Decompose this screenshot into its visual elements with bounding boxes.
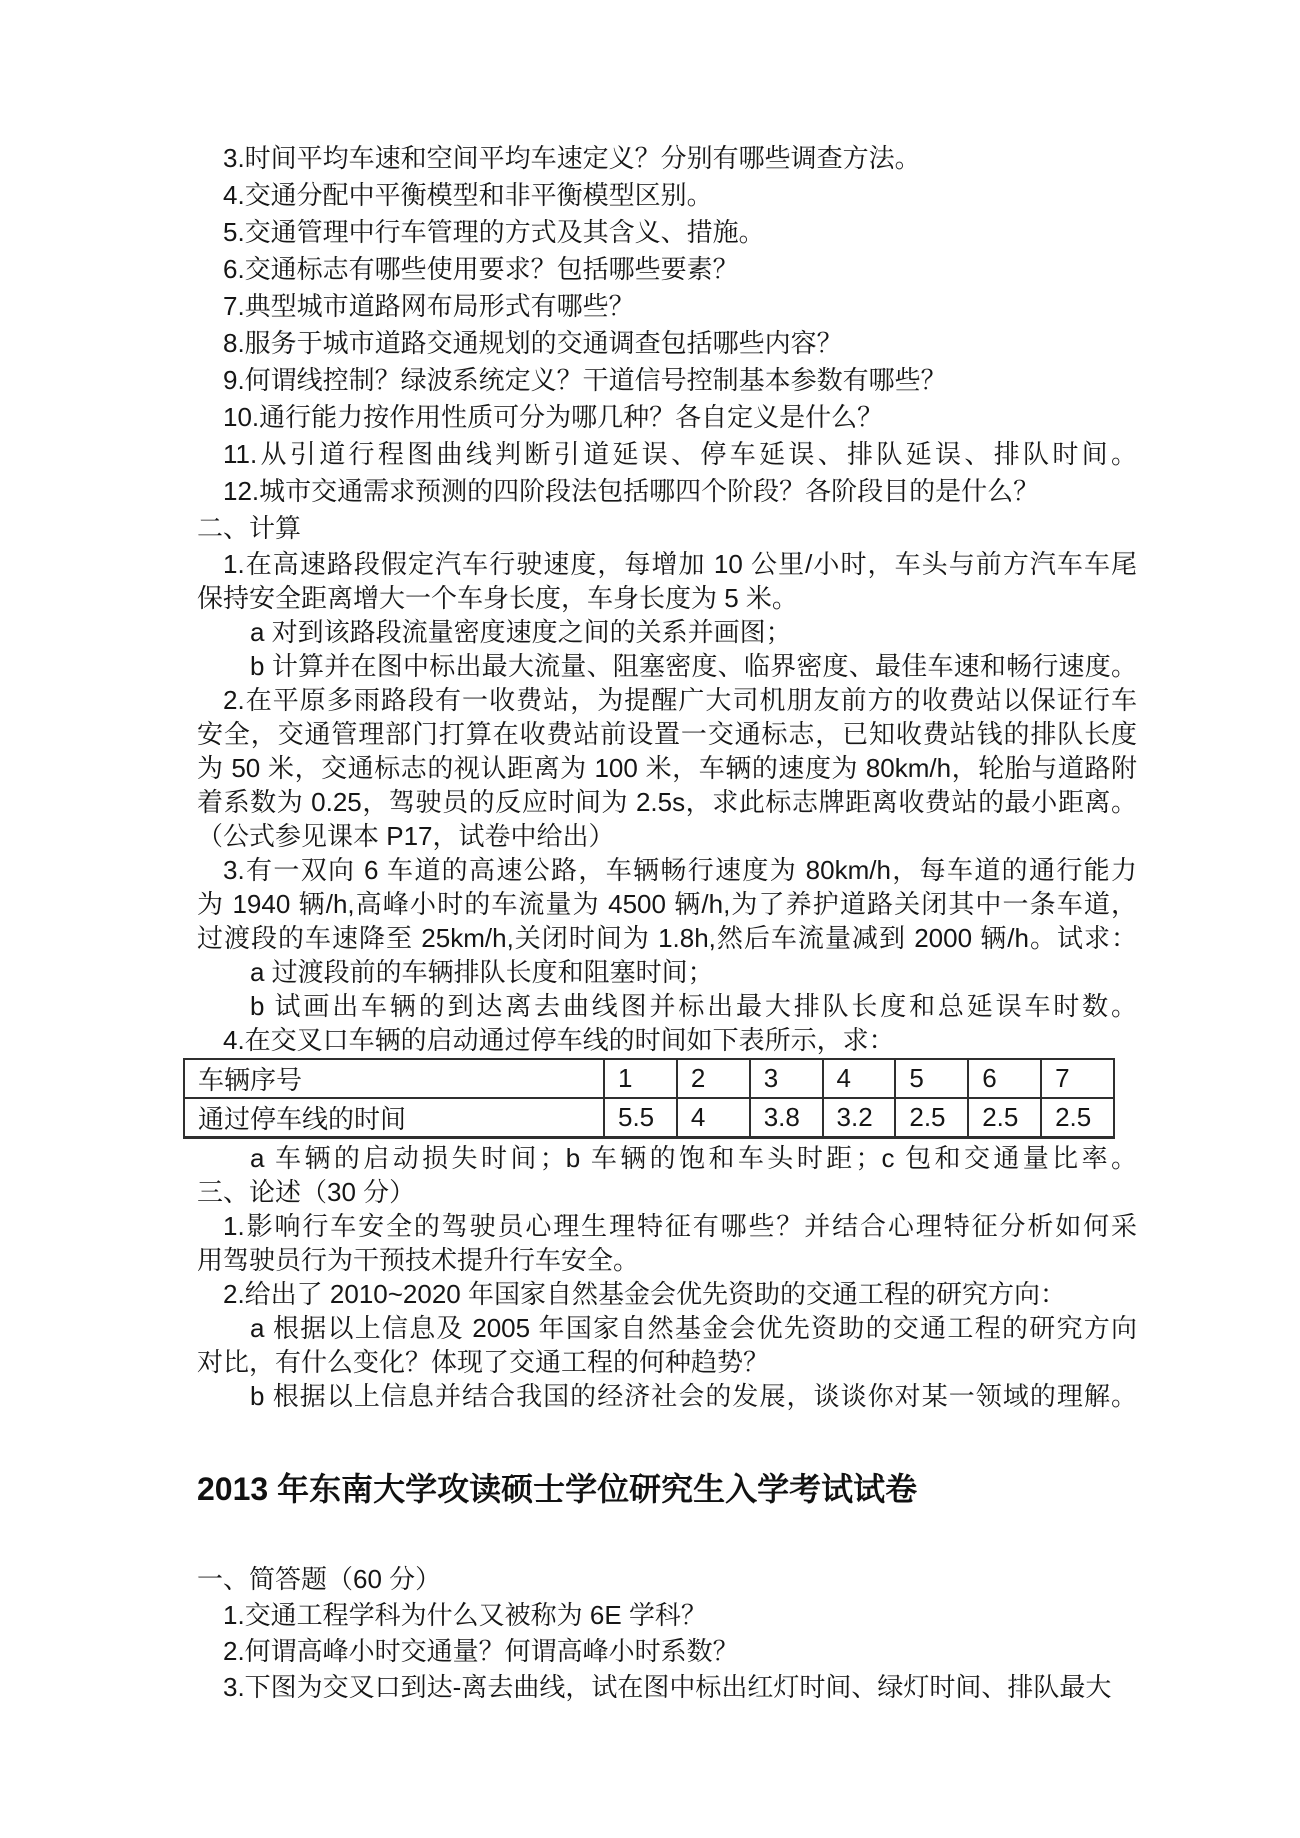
text-line: 3.有一双向 6 车道的高速公路，车辆畅行速度为 80km/h，每车道的通行能力 [223,855,1137,885]
exam-content [197,140,1137,1705]
table-cell: 3.2 [823,1098,896,1138]
text-line: 为 50 米，交通标志的视认距离为 100 米，车辆的速度为 80km/h，轮胎与道路附 [197,753,1137,783]
table-cell: 5.5 [604,1098,677,1138]
table-cell: 5 [895,1059,968,1098]
table-cell: 3.8 [750,1098,823,1138]
table-cell: 6 [968,1059,1041,1098]
text-line: 2.在平原多雨路段有一收费站，为提醒广大司机朋友前方的收费站以保证行车 [223,685,1137,715]
exam-2012-short-answer-section [197,140,1137,547]
row-label: 车辆序号 [184,1059,604,1098]
text-line: a 根据以上信息及 2005 年国家自然基金会优先资助的交通工程的研究方向 [250,1313,1137,1343]
text-line: 3.时间平均车速和空间平均车速定义？分别有哪些调查方法。 [223,143,921,173]
exam-2012-essay-section [197,1141,1137,1413]
exam-2013-short-answer-section [197,1561,1137,1705]
text-line: 1.在高速路段假定汽车行驶速度，每增加 10 公里/小时，车头与前方汽车车尾 [223,549,1137,579]
text-line: 4.在交叉口车辆的启动通过停车线的时间如下表所示，求： [223,1025,895,1055]
text-line: 5.交通管理中行车管理的方式及其含义、措施。 [223,217,765,247]
table-cell: 2.5 [895,1098,968,1138]
text-line: 用驾驶员行为干预技术提升行车安全。 [197,1245,640,1275]
table-cell: 2 [677,1059,750,1098]
text-line: 7.典型城市道路网布局形式有哪些？ [223,291,635,321]
table-row [184,1098,1114,1138]
table-cell: 1 [604,1059,677,1098]
text-line: 过渡段的车速降至 25km/h,关闭时间为 1.8h,然后车流量减到 2000 辆/h。试求： [197,923,1137,953]
text-line: 对比，有什么变化？体现了交通工程的何种趋势？ [197,1347,770,1377]
text-line: 9.何谓线控制？绿波系统定义？干道信号控制基本参数有哪些？ [223,365,947,395]
text-line: 1.交通工程学科为什么又被称为 6E 学科？ [223,1600,707,1630]
table-cell: 2.5 [968,1098,1041,1138]
text-line: b 根据以上信息并结合我国的经济社会的发展，谈谈你对某一领域的理解。 [250,1381,1137,1411]
text-line: 安全，交通管理部门打算在收费站前设置一交通标志，已知收费站钱的排队长度 [197,719,1137,749]
text-line: 1.影响行车安全的驾驶员心理生理特征有哪些？并结合心理特征分析如何采 [223,1211,1137,1241]
text-line: 2.何谓高峰小时交通量？何谓高峰小时系数？ [223,1636,739,1666]
text-line: 10.通行能力按作用性质可分为哪几种？各自定义是什么？ [223,402,884,432]
row-label: 通过停车线的时间 [184,1098,604,1138]
text-line: 着系数为 0.25，驾驶员的反应时间为 2.5s，求此标志牌距离收费站的最小距离。 [197,787,1137,817]
text-line: 11.从引道行程图曲线判断引道延误、停车延误、排队延误、排队时间。 [223,439,1137,469]
text-line: 三、论述（30 分） [197,1177,416,1207]
text-line: 4.交通分配中平衡模型和非平衡模型区别。 [223,180,713,210]
text-line: 保持安全距离增大一个车身长度，车身长度为 5 米。 [197,583,798,613]
vehicle-stopline-times-table [183,1058,1115,1139]
table-cell: 4 [823,1059,896,1098]
text-line: （公式参见课本 P17，试卷中给出） [197,821,615,851]
table-cell: 4 [677,1098,750,1138]
text-line: b 试画出车辆的到达离去曲线图并标出最大排队长度和总延误车时数。 [250,991,1137,1021]
exam-2013-title: 2013 年东南大学攻读硕士学位研究生入学考试试卷 [197,1471,918,1507]
text-line: 6.交通标志有哪些使用要求？包括哪些要素？ [223,254,739,284]
table-cell: 3 [750,1059,823,1098]
table-cell: 7 [1041,1059,1114,1098]
text-line: 12.城市交通需求预测的四阶段法包括哪四个阶段？各阶段目的是什么？ [223,476,1040,506]
table-row [184,1059,1114,1098]
text-line: a 车辆的启动损失时间；b 车辆的饱和车头时距；c 包和交通量比率。 [250,1143,1137,1173]
text-line: 2.给出了 2010~2020 年国家自然基金会优先资助的交通工程的研究方向： [223,1279,1066,1309]
text-line: 3.下图为交叉口到达-离去曲线，试在图中标出红灯时间、绿灯时间、排队最大 [223,1672,1112,1702]
text-line: a 对到该路段流量密度速度之间的关系并画图； [250,617,792,647]
text-line: 一、简答题（60 分） [197,1564,442,1594]
text-line: 二、计算 [197,513,302,543]
text-line: 8.服务于城市道路交通规划的交通调查包括哪些内容？ [223,328,843,358]
text-line: a 过渡段前的车辆排队长度和阻塞时间； [250,957,714,987]
text-line: b 计算并在图中标出最大流量、阻塞密度、临界密度、最佳车速和畅行速度。 [250,651,1137,681]
exam-2012-calculation-section [197,547,1137,1057]
table-cell: 2.5 [1041,1098,1114,1138]
text-line: 为 1940 辆/h,高峰小时的车流量为 4500 辆/h,为了养护道路关闭其中一条车道， [197,889,1137,919]
